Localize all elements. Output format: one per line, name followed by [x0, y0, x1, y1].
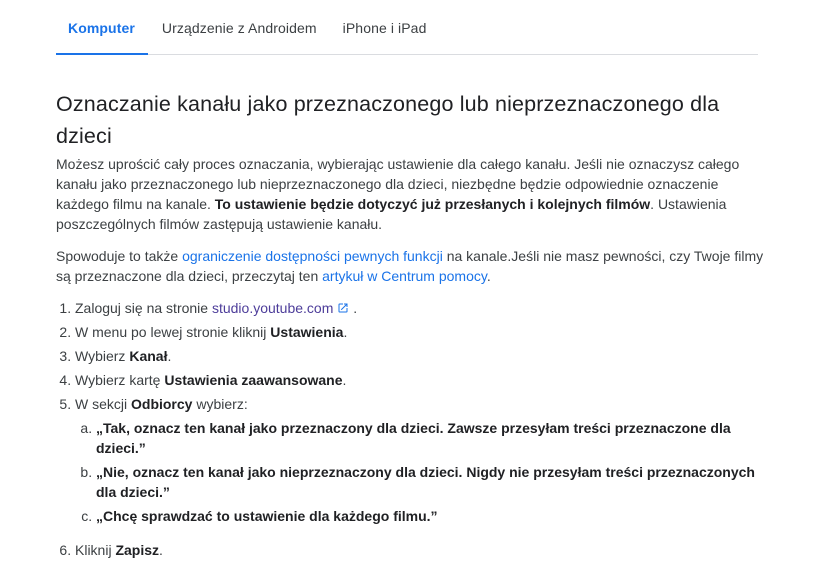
step-2-suffix: . [343, 324, 348, 340]
step-4-prefix: Wybierz kartę [75, 372, 165, 388]
step-6-prefix: Kliknij [75, 542, 116, 558]
intro-text-2: . Ustawienia poszczególnych filmów zastępują ustawienie kanału. [56, 196, 727, 232]
step-5-prefix: W sekcji [75, 396, 131, 412]
steps-list [56, 298, 766, 560]
step-4-bold: Ustawienia zaawansowane [164, 372, 343, 388]
step-5-bold: Odbiorcy [131, 396, 193, 412]
help-center-article-link[interactable]: artykuł w Centrum pomocy [322, 268, 487, 284]
tab-iphone-ipad[interactable]: iPhone i iPad [342, 19, 427, 36]
intro-bold-text: To ustawienie będzie dotyczyć już przesłanych i kolejnych filmów [214, 196, 651, 212]
step-3 [75, 346, 766, 366]
feature-limits-link[interactable]: ograniczenie dostępności pewnych funkcji [182, 248, 443, 264]
step-2-bold: Ustawienia [270, 324, 344, 340]
step-1-suffix: . [349, 300, 358, 316]
step-2-prefix: W menu po lewej stronie kliknij [75, 324, 271, 340]
step-3-bold: Kanał [129, 348, 168, 364]
audience-option-review-each-video [96, 506, 766, 526]
audience-option-a-text: „Tak, oznacz ten kanał jako przeznaczony dla dzieci. Zawsze przesyłam treści przeznaczone dla dzieci.” [96, 420, 731, 456]
intro-paragraph [56, 154, 766, 234]
audience-option-made-for-kids [96, 418, 766, 458]
info-paragraph [56, 246, 766, 286]
platform-tabs [56, 0, 758, 55]
open-in-new-icon [337, 302, 349, 314]
tab-android[interactable]: Urządzenie z Androidem [161, 19, 317, 36]
intro-text-1: Możesz uprościć cały proces oznaczania, wybierając ustawienie dla całego kanału. Jeśli nie oznaczysz całego kanału jako przeznaczonego lub nieprzeznaczonego dla dzieci, niezbędne będzie odpowiednie oznaczenie każdego filmu na kanale. [56, 156, 740, 212]
step-6 [75, 540, 766, 560]
audience-option-c-text: „Chcę sprawdzać to ustawienie dla każdego filmu.” [96, 508, 438, 524]
step-5 [75, 394, 766, 526]
info-text-1: Spowoduje to także [56, 248, 183, 264]
tab-komputer[interactable]: Komputer [56, 1, 148, 54]
step-5-suffix: wybierz: [192, 396, 248, 412]
step-2 [75, 322, 766, 342]
step-6-bold: Zapisz [115, 542, 160, 558]
info-text-2: na kanale.Jeśli nie masz pewności, czy Twoje filmy są przeznaczone dla dzieci, przeczytaj ten [56, 248, 764, 284]
article-content [56, 88, 766, 564]
audience-options-list [75, 418, 766, 526]
audience-option-b-text: „Nie, oznacz ten kanał jako nieprzeznaczony dla dzieci. Nigdy nie przesyłam treści przeznaczonych dla dzieci.” [96, 464, 755, 500]
step-4-suffix: . [342, 372, 347, 388]
step-3-suffix: . [167, 348, 172, 364]
info-text-3: . [486, 268, 491, 284]
audience-option-not-for-kids [96, 462, 766, 502]
step-1 [75, 298, 766, 318]
studio-youtube-link[interactable] [212, 300, 349, 316]
step-6-suffix: . [159, 542, 163, 558]
step-4 [75, 370, 766, 390]
studio-youtube-link-label: studio.youtube.com [211, 300, 334, 316]
step-1-prefix: Zaloguj się na stronie [75, 300, 212, 316]
step-3-prefix: Wybierz [75, 348, 130, 364]
article-title: Oznaczanie kanału jako przeznaczonego lub nieprzeznaczonego dla dzieci [56, 92, 720, 148]
